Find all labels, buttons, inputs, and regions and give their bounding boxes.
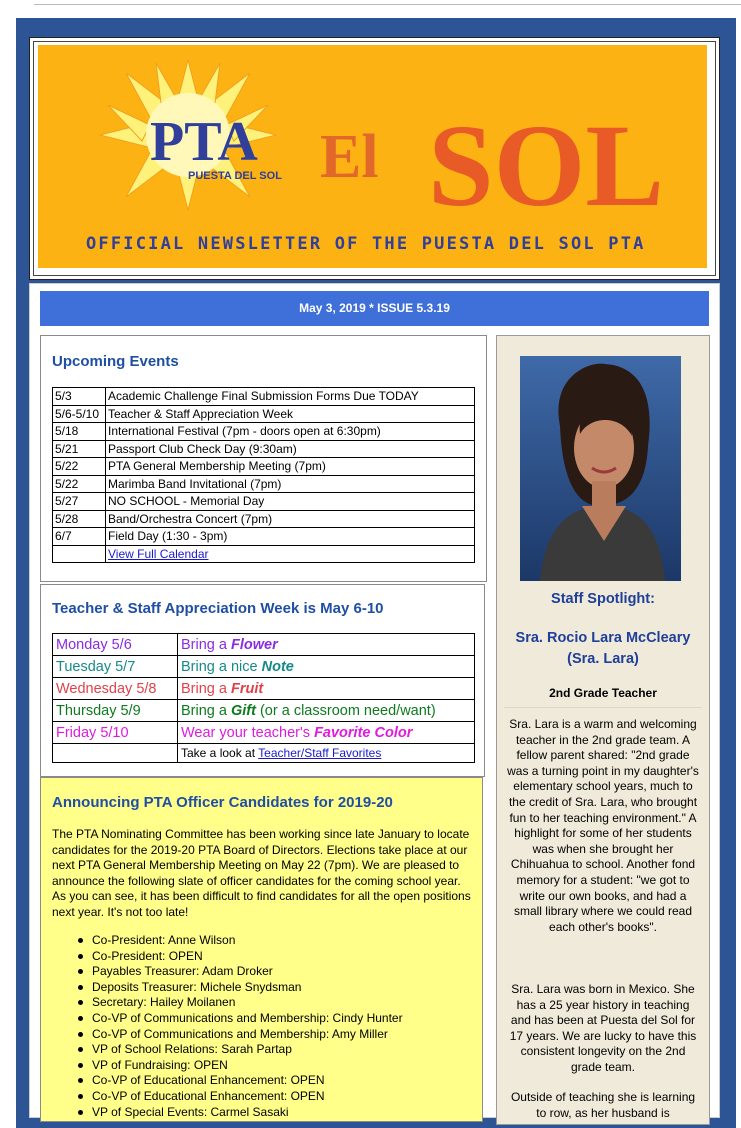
event-date: 5/18 — [53, 423, 106, 441]
appreciation-day: Wednesday 5/8 — [53, 678, 178, 700]
list-item: Co-VP of Communications and Membership: Cindy Hunter — [92, 1011, 482, 1027]
title-el: El — [320, 123, 379, 191]
event-description: PTA General Membership Meeting (7pm) — [106, 458, 475, 476]
table-row: Take a look at Teacher/Staff Favorites — [53, 744, 475, 763]
header-banner — [38, 45, 707, 268]
table-row — [53, 423, 475, 441]
teacher-photo — [520, 356, 681, 581]
event-description: NO SCHOOL - Memorial Day — [106, 493, 475, 511]
top-divider — [34, 4, 741, 5]
appreciation-activity: Bring a Fruit — [178, 678, 475, 700]
event-date: 5/28 — [53, 510, 106, 528]
table-row — [53, 405, 475, 423]
event-description: International Festival (7pm - doors open at 6:30pm) — [106, 423, 475, 441]
table-row — [53, 722, 475, 744]
event-description: Passport Club Check Day (9:30am) — [106, 440, 475, 458]
spotlight-heading: Staff Spotlight: — [551, 591, 655, 607]
list-item: VP of School Relations: Sarah Partap — [92, 1042, 482, 1058]
table-row — [53, 458, 475, 476]
el-sol-logo — [38, 45, 707, 268]
list-item: Co-President: Anne Wilson — [92, 933, 482, 949]
candidates-heading: Announcing PTA Officer Candidates for 2019-20 — [52, 794, 393, 811]
newsletter-tagline: OFFICIAL NEWSLETTER OF THE PUESTA DEL SOL PTA — [86, 234, 646, 254]
spotlight-paragraph-2: Sra. Lara was born in Mexico. She has a 25 year history in teaching and has been at Puesta del Sol for 17 years. We are lucky to have this consistent longevity on the 2nd grade team. — [509, 982, 697, 1074]
event-date: 5/6-5/10 — [53, 405, 106, 423]
appreciation-heading: Teacher & Staff Appreciation Week is May 6-10 — [52, 600, 384, 617]
spotlight-paragraph-1: Sra. Lara is a warm and welcoming teacher in the 2nd grade team. A fellow parent shared: "2nd grade was a turning point in my daughter's elementary school years, much to the credit of Sra. Lara, who brought fun to her teaching environment." A highlight for some of her students was when she brought her Chihuahua to school. Another fond memory for a student: "we got to write our own books, and had a small library where we could read each other's books". — [507, 717, 699, 934]
event-description: Academic Challenge Final Submission Forms Due TODAY — [106, 388, 475, 406]
table-row — [53, 678, 475, 700]
appreciation-activity: Bring a Gift (or a classroom need/want) — [178, 700, 475, 722]
candidates-box — [40, 777, 483, 1122]
event-description: Band/Orchestra Concert (7pm) — [106, 510, 475, 528]
title-sol: SOL — [428, 100, 665, 231]
event-date: 5/3 — [53, 388, 106, 406]
event-description: Teacher & Staff Appreciation Week — [106, 405, 475, 423]
table-row — [53, 700, 475, 722]
list-item: Co-President: OPEN — [92, 949, 482, 965]
list-item: Co-VP of Communications and Membership: Amy Miller — [92, 1027, 482, 1043]
appreciation-activity: Wear your teacher's Favorite Color — [178, 722, 475, 744]
appreciation-activity: Bring a nice Note — [178, 656, 475, 678]
teacher-name: Sra. Rocio Lara McCleary (Sra. Lara) — [515, 630, 691, 667]
table-row — [53, 634, 475, 656]
appreciation-day: Thursday 5/9 — [53, 700, 178, 722]
event-date: 5/21 — [53, 440, 106, 458]
list-item: Co-VP of Educational Enhancement: OPEN — [92, 1073, 482, 1089]
list-item: Payables Treasurer: Adam Droker — [92, 964, 482, 980]
pta-logo-subtext: PUESTA DEL SOL — [188, 170, 282, 182]
list-item: Co-VP of Educational Enhancement: OPEN — [92, 1089, 482, 1105]
list-item: VP of Fundraising: OPEN — [92, 1058, 482, 1074]
appreciation-activity: Bring a Flower — [178, 634, 475, 656]
candidates-list — [52, 933, 482, 1120]
appreciation-day: Monday 5/6 — [53, 634, 178, 656]
table-row — [53, 510, 475, 528]
list-item: VP of Special Events: Carmel Sasaki — [92, 1105, 482, 1121]
appreciation-table — [52, 633, 475, 763]
appreciation-box — [40, 584, 485, 777]
issue-bar: May 3, 2019 * ISSUE 5.3.19 — [40, 291, 709, 326]
teacher-role: 2nd Grade Teacher — [549, 686, 657, 700]
list-item: Deposits Treasurer: Michele Snydsman — [92, 980, 482, 996]
event-description: Field Day (1:30 - 3pm) — [106, 528, 475, 546]
spotlight-paragraph-3: Outside of teaching she is learning to row, as her husband is — [510, 1090, 696, 1120]
table-row — [53, 440, 475, 458]
candidates-intro: The PTA Nominating Committee has been working since late January to locate candidates for the 2019-20 PTA Board of Directors. Elections take place at our next PTA General Membership Meeting on May 22 (7pm). We are pleased to announce the following slate of officer candidates for the coming school year. As you can see, it has been difficult to find candidates for all the open positions next year. It's not too late! — [52, 827, 471, 919]
table-row — [53, 388, 475, 406]
favorites-link[interactable]: Teacher/Staff Favorites — [258, 746, 382, 760]
upcoming-events-heading: Upcoming Events — [52, 353, 179, 370]
pta-logo-text: PTA — [150, 111, 258, 173]
table-row — [53, 493, 475, 511]
view-calendar-link[interactable]: View Full Calendar — [108, 546, 209, 561]
event-date: 5/22 — [53, 475, 106, 493]
table-row — [53, 656, 475, 678]
events-table — [52, 387, 475, 563]
header-frame — [29, 37, 720, 280]
event-description: Marimba Band Invitational (7pm) — [106, 475, 475, 493]
upcoming-events-box — [40, 335, 487, 582]
appreciation-day: Friday 5/10 — [53, 722, 178, 744]
table-row — [53, 475, 475, 493]
event-date: 6/7 — [53, 528, 106, 546]
list-item: Secretary: Hailey Moilanen — [92, 995, 482, 1011]
appreciation-day: Tuesday 5/7 — [53, 656, 178, 678]
event-date: 5/27 — [53, 493, 106, 511]
table-row — [53, 545, 475, 563]
event-date: 5/22 — [53, 458, 106, 476]
table-row — [53, 528, 475, 546]
